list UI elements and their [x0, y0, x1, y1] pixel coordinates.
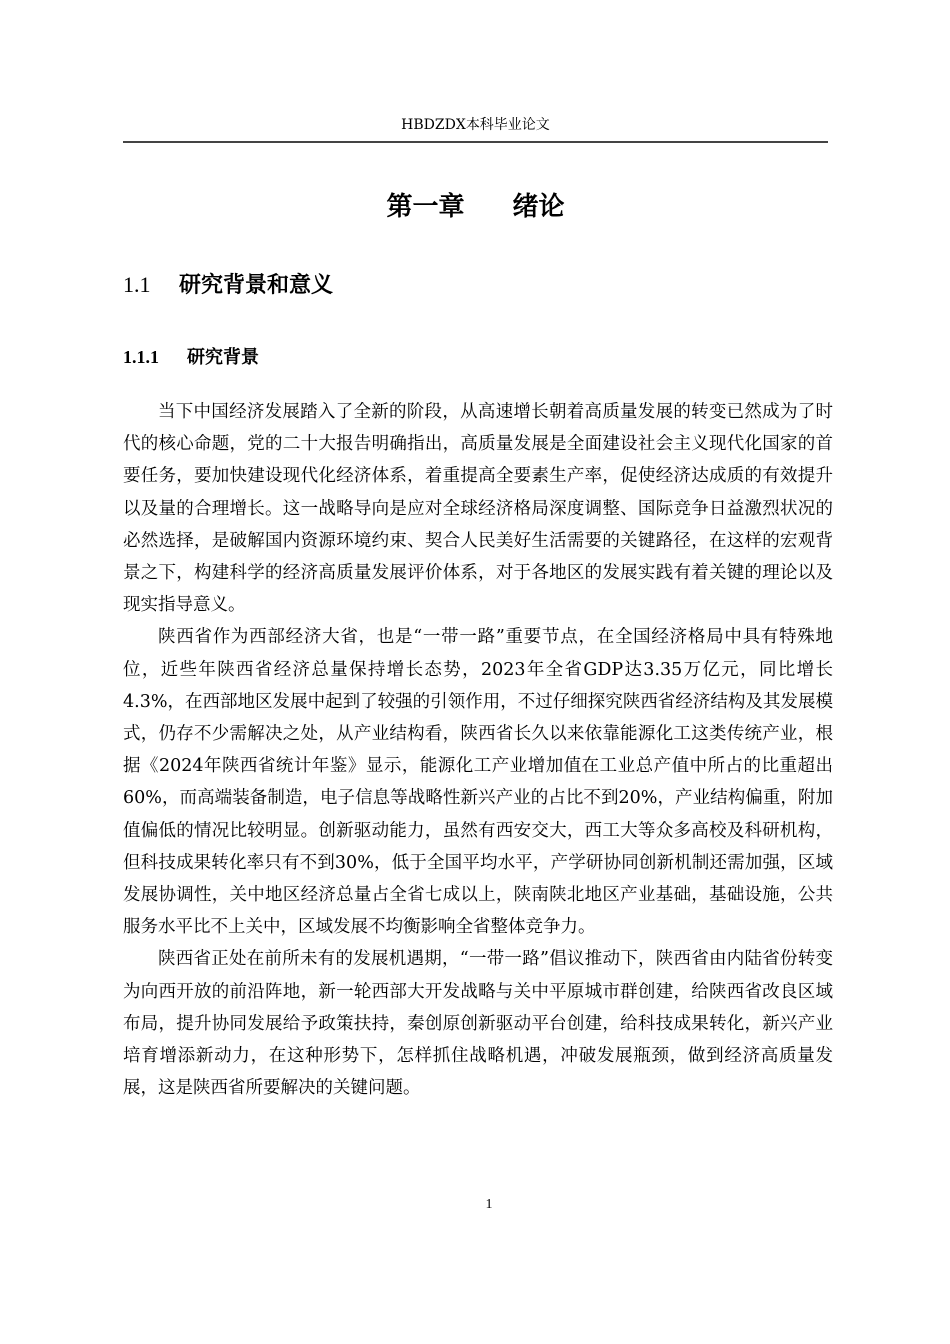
- chapter-title: [123, 190, 828, 224]
- paragraph: 陕西省正处在前所未有的发展机遇期，“一带一路”倡议推动下，陕西省由内陆省份转变为向西开放的前沿阵地，新一轮西部大开发战略与关中平原城市群创建，给陕西省改良区域布局，提升协同发展给予政策扶持，秦创原创新驱动平台创建，给科技成果转化，新兴产业培育增添新动力，在这种形势下，怎样抓住战略机遇，冲破发展瓶颈，做到经济高质量发展，这是陕西省所要解决的关键问题。: [123, 949, 833, 1099]
- chapter-label: 第一章: [386, 192, 465, 222]
- subsection-heading: [123, 344, 259, 371]
- body-text: [123, 396, 833, 1104]
- page-number: 1: [485, 1197, 493, 1212]
- section-heading: [123, 270, 333, 301]
- section-title: 研究背景和意义: [179, 273, 334, 298]
- section-number: 1.1: [123, 272, 151, 297]
- header-rule: [123, 141, 828, 143]
- subsection-title: 研究背景: [187, 347, 259, 368]
- paragraph: 陕西省作为西部经济大省，也是“一带一路”重要节点，在全国经济格局中具有特殊地位，近些年陕西省经济总量保持增长态势，2023年全省GDP达3.35万亿元，同比增长4.3%，在西部地区发展中起到了较强的引领作用，不过仔细探究陕西省经济结构及其发展模式，仍存不少需解决之处，从产业结构看，陕西省长久以来依靠能源化工这类传统产业，根据《2024年陕西省统计年鉴》显示，能源化工产业增加值在工业总产值中所占的比重超出60%，而高端装备制造，电子信息等战略性新兴产业的占比不到20%，产业结构偏重，附加值偏低的情况比较明显。创新驱动能力，虽然有西安交大，西工大等众多高校及科研机构，但科技成果转化率只有不到30%，低于全国平均水平，产学研协同创新机制还需加强，区域发展协调性，关中地区经济总量占全省七成以上，陕南陕北地区产业基础，基础设施，公共服务水平比不上关中，区域发展不均衡影响全省整体竞争力。: [123, 627, 833, 938]
- subsection-number: 1.1.1: [123, 347, 159, 367]
- chapter-name: 绪论: [512, 192, 565, 222]
- paragraph: 当下中国经济发展踏入了全新的阶段，从高速增长朝着高质量发展的转变已然成为了时代的核心命题，党的二十大报告明确指出，高质量发展是全面建设社会主义现代化国家的首要任务，要加快建设现代化经济体系，着重提高全要素生产率，促使经济达成质的有效提升以及量的合理增长。这一战略导向是应对全球经济格局深度调整、国际竞争日益激烈状况的必然选择，是破解国内资源环境约束、契合人民美好生活需要的关键路径，在这样的宏观背景之下，构建科学的经济高质量发展评价体系，对于各地区的发展实践有着关键的理论以及现实指导意义。: [123, 402, 833, 616]
- running-header: HBDZDX本科毕业论文: [401, 117, 550, 133]
